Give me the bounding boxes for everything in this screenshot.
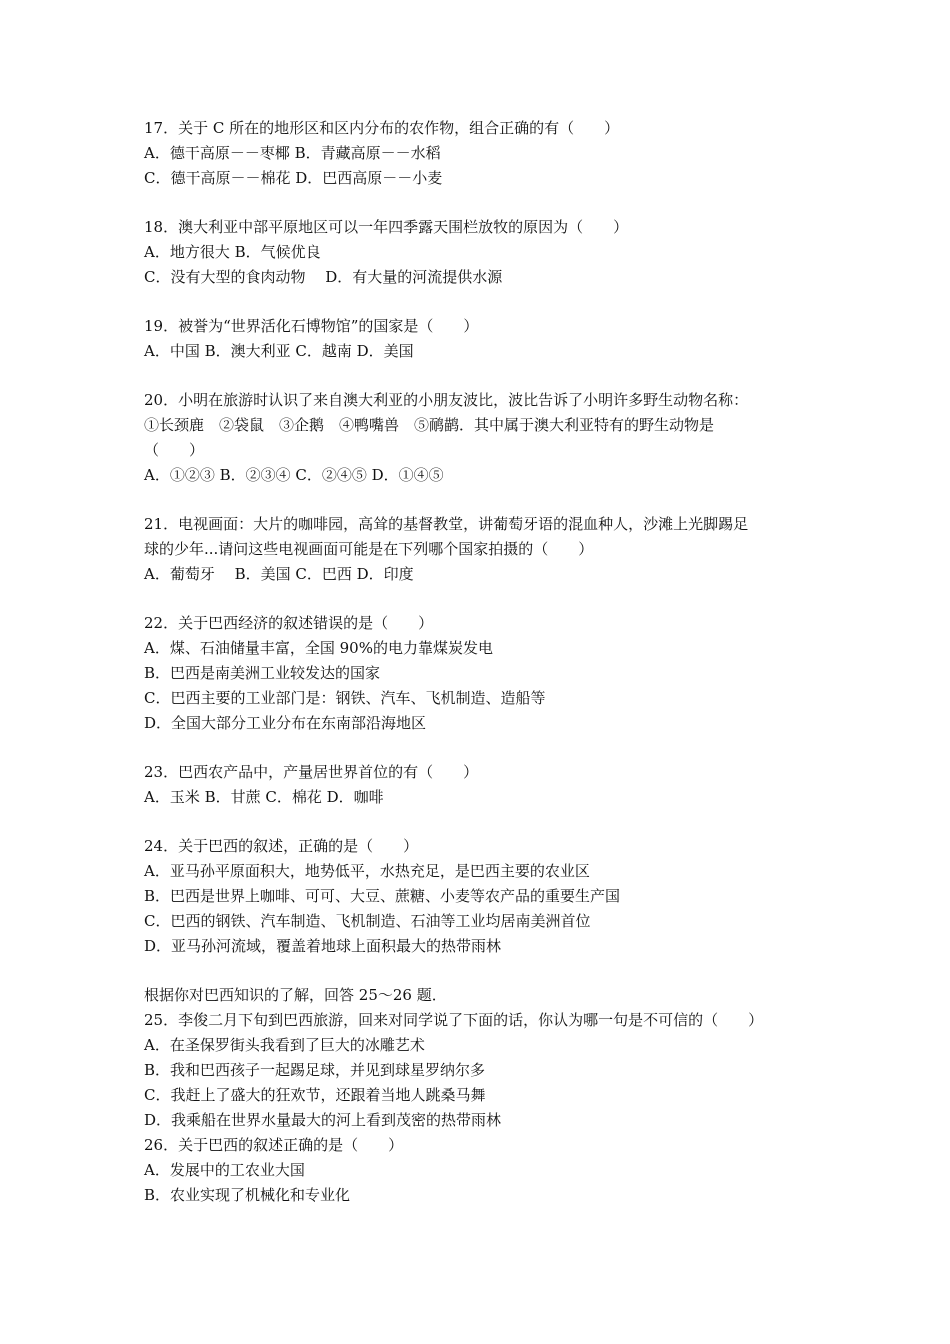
answer-option-a: A．煤、石油储量丰富，全国 90%的电力靠煤炭发电 xyxy=(144,639,493,657)
question-stem: 23．巴西农产品中，产量居世界首位的有（ ） xyxy=(144,763,479,781)
answer-options: A．中国 B．澳大利亚 C．越南 D．美国 xyxy=(144,342,414,360)
question-group-25-26 xyxy=(144,983,824,1208)
answer-option-a: A．在圣保罗街头我看到了巨大的冰雕艺术 xyxy=(144,1036,425,1054)
question-23 xyxy=(144,760,824,810)
answer-option-a: A．发展中的工农业大国 xyxy=(144,1161,305,1179)
question-stem: 19．被誉为“世界活化石博物馆”的国家是（ ） xyxy=(144,317,479,335)
answer-option-b: B．我和巴西孩子一起踢足球，并见到球星罗纳尔多 xyxy=(144,1061,486,1079)
question-18 xyxy=(144,215,824,290)
answer-options: A．德干高原－－枣椰 B．青藏高原－－水稻 xyxy=(144,144,441,162)
answer-option-b: B．巴西是世界上咖啡、可可、大豆、蔗糖、小麦等农产品的重要生产国 xyxy=(144,887,621,905)
question-17 xyxy=(144,116,824,191)
answer-options: A．①②③ B．②③④ C．②④⑤ D．①④⑤ xyxy=(144,466,444,484)
answer-option-b: B．农业实现了机械化和专业化 xyxy=(144,1186,351,1204)
answer-option-d: D．我乘船在世界水量最大的河上看到茂密的热带雨林 xyxy=(144,1111,502,1129)
answer-option-c: C．我赶上了盛大的狂欢节，还跟着当地人跳桑马舞 xyxy=(144,1086,486,1104)
exam-page xyxy=(144,116,824,1208)
answer-option-c: C．巴西的钢铁、汽车制造、飞机制造、石油等工业均居南美洲首位 xyxy=(144,912,591,930)
question-21 xyxy=(144,512,824,587)
answer-options: A．玉米 B．甘蔗 C．棉花 D．咖啡 xyxy=(144,788,384,806)
answer-options: A．葡萄牙 B．美国 C．巴西 D．印度 xyxy=(144,565,414,583)
question-stem: 21．电视画面：大片的咖啡园，高耸的基督教堂，讲葡萄牙语的混血种人，沙滩上光脚踢足 xyxy=(144,515,749,533)
answer-option-c: C．巴西主要的工业部门是：钢铁、汽车、飞机制造、造船等 xyxy=(144,689,546,707)
question-stem-continued: （ ） xyxy=(144,441,205,459)
question-25-stem: 25．李俊二月下旬到巴西旅游，回来对同学说了下面的话，你认为哪一句是不可信的（ ） xyxy=(144,1011,764,1029)
question-stem: 24．关于巴西的叙述，正确的是（ ） xyxy=(144,837,419,855)
answer-options: C．没有大型的食肉动物 D．有大量的河流提供水源 xyxy=(144,268,503,286)
group-instruction: 根据你对巴西知识的了解，回答 25～26 题． xyxy=(144,986,447,1004)
answer-option-a: A．亚马孙平原面积大，地势低平，水热充足，是巴西主要的农业区 xyxy=(144,862,590,880)
answer-option-b: B．巴西是南美洲工业较发达的国家 xyxy=(144,664,381,682)
question-19 xyxy=(144,314,824,364)
question-20 xyxy=(144,388,824,488)
answer-options: A．地方很大 B．气候优良 xyxy=(144,243,321,261)
answer-options: C．德干高原－－棉花 D．巴西高原－－小麦 xyxy=(144,169,443,187)
question-24 xyxy=(144,834,824,959)
answer-option-d: D．亚马孙河流域，覆盖着地球上面积最大的热带雨林 xyxy=(144,937,502,955)
question-stem: 20．小明在旅游时认识了来自澳大利亚的小朋友波比，波比告诉了小明许多野生动物名称： xyxy=(144,391,749,409)
question-stem: 18．澳大利亚中部平原地区可以一年四季露天围栏放牧的原因为（ ） xyxy=(144,218,629,236)
question-26-stem: 26．关于巴西的叙述正确的是（ ） xyxy=(144,1136,404,1154)
question-stem-continued: ①长颈鹿 ②袋鼠 ③企鹅 ④鸭嘴兽 ⑤鸸鹋．其中属于澳大利亚特有的野生动物是 xyxy=(144,416,715,434)
question-stem: 22．关于巴西经济的叙述错误的是（ ） xyxy=(144,614,434,632)
question-stem: 17．关于 C 所在的地形区和区内分布的农作物，组合正确的有（ ） xyxy=(144,119,620,137)
answer-option-d: D．全国大部分工业分布在东南部沿海地区 xyxy=(144,714,427,732)
question-stem-continued: 球的少年...请问这些电视画面可能是在下列哪个国家拍摄的（ ） xyxy=(144,540,594,558)
question-22 xyxy=(144,611,824,736)
